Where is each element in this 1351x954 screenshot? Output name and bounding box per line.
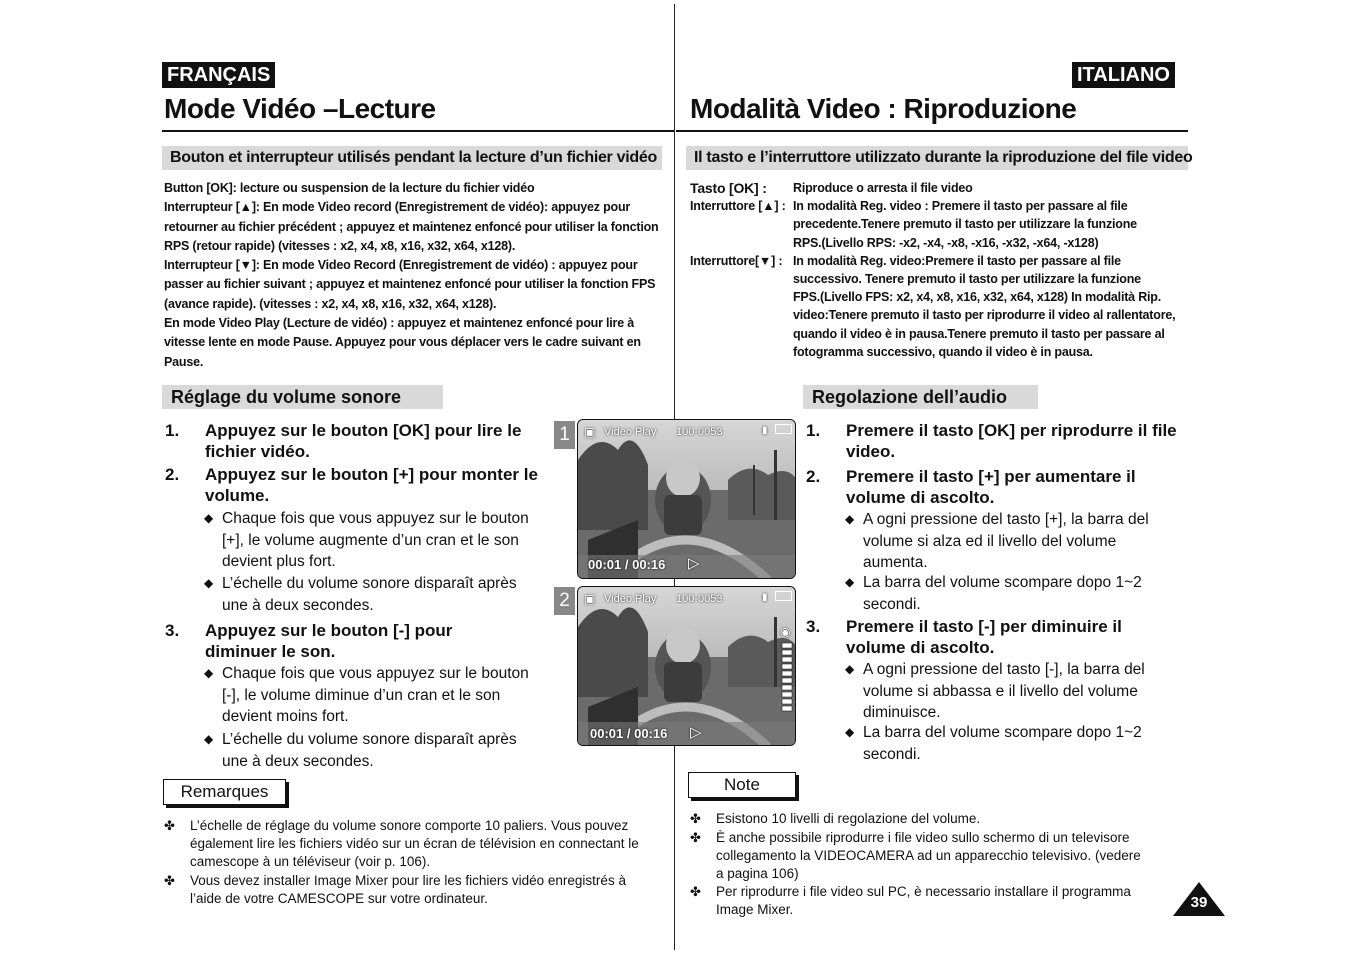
screen-badge-1: 1	[554, 421, 575, 449]
text-line: En mode Video Play (Lecture de vidéo) : appuyez et maintenez enfoncé pour lire à	[164, 316, 634, 331]
page-title-italian: Modalità Video : Riproduzione	[690, 93, 1077, 124]
step-text: Premere il tasto [-] per diminuire il volume di ascolto.	[846, 617, 1122, 657]
step-number: 1.	[165, 421, 180, 440]
osd-mode: Video Play	[604, 593, 657, 605]
bullet-text: Chaque fois que vous appuyez sur le bouton [+], le volume augmente d’un cran et le son devient plus fort.	[222, 510, 529, 570]
step-number: 3.	[165, 621, 180, 640]
step-number: 1.	[806, 421, 821, 440]
battery-icon	[775, 591, 792, 601]
page-title-french: Mode Vidéo –Lecture	[164, 93, 436, 124]
bullet-text: A ogni pressione del tasto [-], la barra del volume si abbassa e il livello del volume diminuisce.	[863, 661, 1145, 721]
step-number: 2.	[165, 465, 180, 484]
text-line: successivo. Tenere premuto il tasto per utilizzare la funzione	[793, 272, 1141, 287]
notes-label-fr: Remarques	[163, 779, 286, 805]
note-mark-icon: ✤	[690, 884, 701, 899]
step-text: Appuyez sur le bouton [-] pour diminuer le son.	[205, 621, 453, 661]
text-line: vitesse lente en mode Pause. Appuyez pour vous déplacer vers le cadre suivant en	[164, 335, 641, 350]
play-icon: ▷	[690, 724, 702, 741]
section-heading-buttons-fr: Bouton et interrupteur utilisés pendant la lecture d’un fichier vidéo	[162, 146, 662, 170]
text-line: fotogramma successivo, quando il video è in pausa.	[793, 344, 1093, 359]
video-camera-icon: ▣	[584, 592, 596, 606]
step-text: Premere il tasto [OK] per riprodurre il file video.	[846, 421, 1177, 461]
camera-screen-2	[577, 586, 796, 746]
step-text: Premere il tasto [+] per aumentare il volume di ascolto.	[846, 467, 1136, 507]
text-line: quando il video è in pausa.Tenere premuto il tasto per passare al	[793, 326, 1165, 341]
video-frame-image	[578, 587, 796, 746]
text-line: Interrupteur [▲]: En mode Video record (Enregistrement de vidéo): appuyez pour	[164, 200, 631, 215]
diamond-icon: ◆	[845, 725, 855, 739]
note-text: Esistono 10 livelli di regolazione del volume.	[716, 811, 981, 826]
screen-badge-2: 2	[554, 587, 575, 615]
note-text: Per riprodurre i file video sul PC, è necessario installare il programma Image Mixer.	[716, 884, 1131, 917]
step-text: Appuyez sur le bouton [OK] pour lire le fichier vidéo.	[205, 421, 522, 461]
osd-timecode: 00:01 / 00:16	[588, 557, 666, 572]
note-text: L’échelle de réglage du volume sonore comporte 10 paliers. Vous pouvez également lire les fichiers vidéo sur un écran de télévision en connectant le camescope à un téléviseur (voir p. 106).	[190, 818, 639, 869]
diamond-icon: ◆	[204, 666, 214, 680]
diamond-icon: ◆	[204, 732, 214, 746]
note-mark-icon: ✤	[690, 830, 701, 845]
bullet-text: A ogni pressione del tasto [+], la barra del volume si alza ed il livello del volume aumenta.	[863, 511, 1149, 571]
note-mark-icon: ✤	[164, 818, 175, 833]
item-ok	[690, 179, 1185, 197]
text-line: FPS.(Livello FPS: x2, x4, x8, x16, x32, x64, x128) In modalità Rip.	[793, 290, 1162, 305]
item-label: Interruttore[▼] :	[690, 253, 783, 268]
note-text: È anche possibile riprodurre i file video sullo schermo di un televisore collegamento la VIDEOCAMERA ad un apparecchio televisivo. (vedere a pagina 106)	[716, 830, 1141, 881]
title-rule-right	[676, 130, 1188, 132]
language-tab-french: FRANÇAIS	[162, 62, 275, 88]
section-heading-buttons-it: Il tasto e l’interruttore utilizzato durante la riproduzione del file video	[686, 146, 1188, 170]
text-line: RPS.(Livello RPS: -x2, -x4, -x8, -x16, -x32, -x64, -x128)	[793, 235, 1099, 250]
text-line: Pause.	[164, 354, 204, 369]
step-number: 3.	[806, 617, 821, 636]
speaker-icon: ◉	[780, 625, 791, 639]
bullet-text: La barra del volume scompare dopo 1~2 secondi.	[863, 574, 1142, 613]
buttons-description-it	[690, 179, 1185, 361]
play-icon: ▷	[688, 555, 700, 572]
title-rule-left	[162, 130, 674, 132]
step-number: 2.	[806, 467, 821, 486]
item-label: Interruttore [▲] :	[690, 199, 786, 214]
diamond-icon: ◆	[845, 662, 855, 676]
text-line: precedente.Tenere premuto il tasto per utilizzare la funzione	[793, 217, 1137, 232]
text-line: (avance rapide). (vitesses : x2, x4, x8, x16, x32, x64, x128).	[164, 296, 497, 311]
text-line: In modalità Reg. video : Premere il tasto per passare al file	[793, 199, 1128, 214]
bullet-text: L’échelle du volume sonore disparaît après une à deux secondes.	[222, 731, 517, 770]
video-camera-icon: ▣	[584, 425, 596, 439]
battery-icon	[775, 424, 792, 434]
note-text: Vous devez installer Image Mixer pour lire les fichiers vidéo enregistrés à l’aide de votre CAMESCOPE sur votre ordinateur.	[190, 873, 626, 906]
page-number-text: 39	[1190, 894, 1208, 911]
text-line: Riproduce o arresta il file video	[793, 181, 973, 195]
text-line: Button [OK]: lecture ou suspension de la lecture du fichier vidéo	[164, 181, 535, 195]
bullet-text: La barra del volume scompare dopo 1~2 secondi.	[863, 724, 1142, 763]
text-line: retourner au fichier précédent ; appuyez et maintenez enfoncé pour utiliser la fonction	[164, 219, 659, 234]
memory-card-icon: ▮	[762, 425, 768, 436]
item-down	[690, 252, 1185, 361]
language-tab-italian: ITALIANO	[1072, 62, 1175, 88]
notes-label-it: Note	[688, 772, 796, 798]
bullet-text: L’échelle du volume sonore disparaît après une à deux secondes.	[222, 575, 517, 614]
page-number	[1173, 882, 1225, 918]
diamond-icon: ◆	[204, 576, 214, 590]
osd-mode: Video Play	[604, 426, 657, 438]
item-up	[690, 197, 1185, 252]
text-line: passer au fichier suivant ; appuyez et maintenez enfoncé pour utiliser la fonction FPS	[164, 277, 656, 292]
osd-file-number: 100-0053	[676, 426, 723, 438]
text-line: video:Tenere premuto il tasto per riprodurre il video al rallentatore,	[793, 308, 1176, 323]
bullet-text: Chaque fois que vous appuyez sur le bouton [-], le volume diminue d’un cran et le son devient moins fort.	[222, 665, 529, 725]
item-label: Tasto [OK] :	[690, 180, 767, 196]
section-heading-volume-it: Regolazione dell’audio	[803, 385, 1038, 409]
diamond-icon: ◆	[845, 512, 855, 526]
buttons-description-fr	[164, 179, 664, 372]
osd-file-number: 100-0053	[676, 593, 723, 605]
text-line: In modalità Reg. video:Premere il tasto per passare al file	[793, 253, 1121, 268]
text-line: Interrupteur [▼]: En mode Video Record (Enregistrement de vidéo) : appuyez pour	[164, 258, 638, 273]
note-mark-icon: ✤	[164, 873, 175, 888]
video-frame-image	[578, 420, 796, 579]
section-heading-volume-fr: Réglage du volume sonore	[162, 385, 443, 409]
text-line: RPS (retour rapide) (vitesses : x2, x4, x8, x16, x32, x64, x128).	[164, 238, 516, 253]
osd-timecode: 00:01 / 00:16	[590, 726, 668, 741]
diamond-icon: ◆	[845, 575, 855, 589]
camera-screen-1	[577, 419, 796, 579]
note-mark-icon: ✤	[690, 811, 701, 826]
diamond-icon: ◆	[204, 511, 214, 525]
memory-card-icon: ▮	[762, 592, 768, 603]
step-text: Appuyez sur le bouton [+] pour monter le volume.	[205, 465, 538, 505]
